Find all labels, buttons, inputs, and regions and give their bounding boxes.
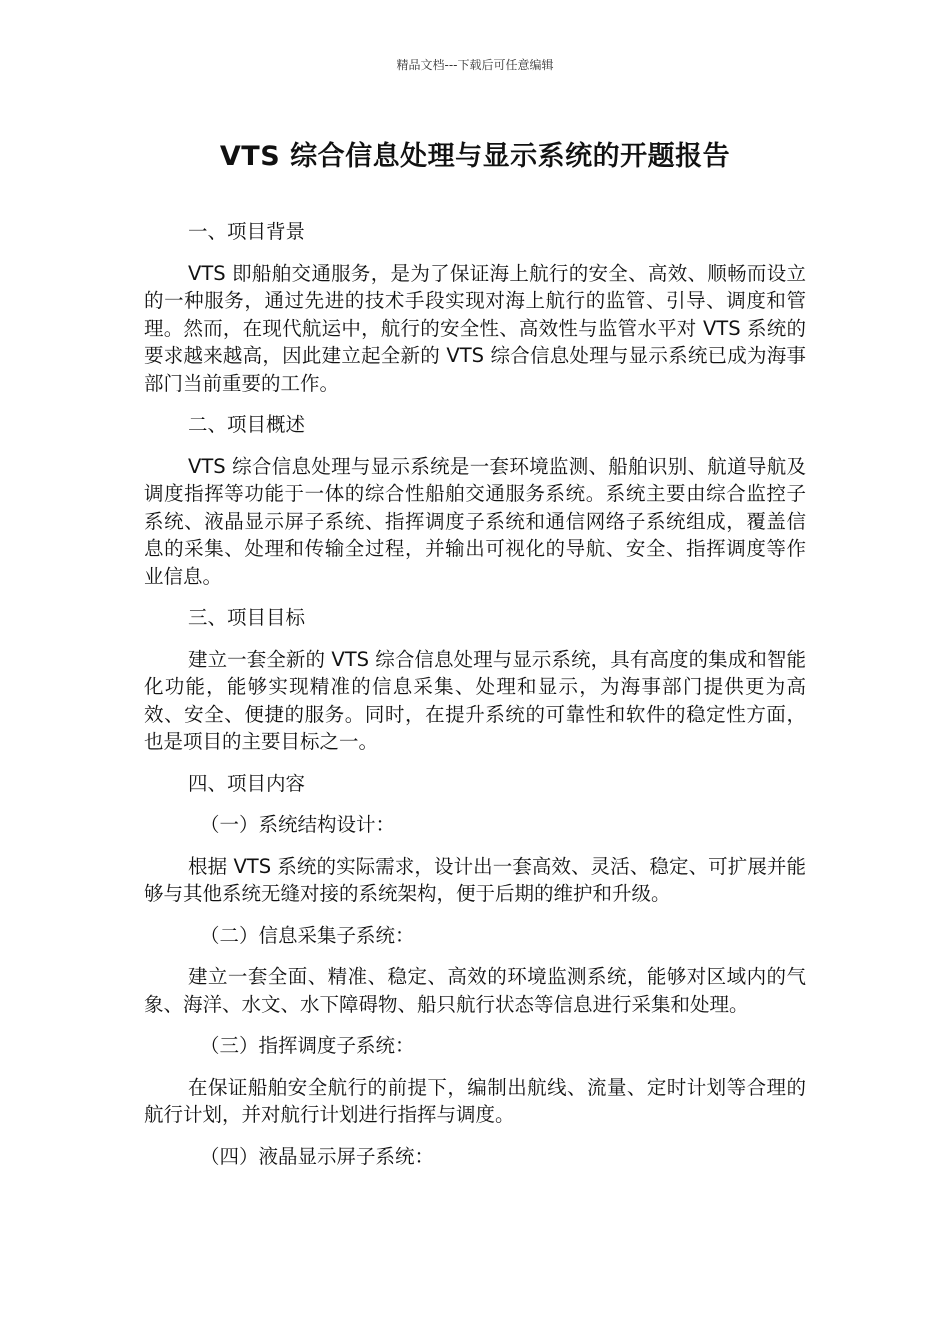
section-heading-background: 一、项目背景 <box>188 220 306 243</box>
document-body <box>144 218 806 1184</box>
subsection-paragraph-architecture: 根据 VTS 系统的实际需求，设计出一套高效、灵活、稳定、可扩展并能够与其他系统无缝对接的系统架构，便于后期的维护和升级。 <box>144 854 806 905</box>
document-title: VTS 综合信息处理与显示系统的开题报告 <box>219 141 731 172</box>
subsection-heading-display: （四）液晶显示屏子系统： <box>200 1144 435 1168</box>
header-note: 精品文档---下载后可任意编辑 <box>396 58 554 72</box>
subsection-heading-data-collection: （二）信息采集子系统： <box>200 923 415 947</box>
section-heading-overview: 二、项目概述 <box>188 413 306 436</box>
section-paragraph-goals: 建立一套全新的 VTS 综合信息处理与显示系统，具有高度的集成和智能化功能，能够实现精准的信息采集、处理和显示，为海事部门提供更为高效、安全、便捷的服务。同时，在提升系统的可靠性和软件的稳定性方面，也是项目的主要目标之一。 <box>144 647 806 753</box>
subsection-paragraph-dispatch: 在保证船舶安全航行的前提下，编制出航线、流量、定时计划等合理的航行计划，并对航行计划进行指挥与调度。 <box>144 1075 806 1126</box>
subsection-heading-architecture: （一）系统结构设计： <box>200 813 396 836</box>
section-paragraph-background: VTS 即船舶交通服务，是为了保证海上航行的安全、高效、顺畅而设立的一种服务，通过先进的技术手段实现对海上航行的监管、引导、调度和管理。然而，在现代航运中，航行的安全性、高效性与监管水平对 VTS 系统的要求越来越高，因此建立起全新的 VTS 综合信息处理与显示系统已成为海事部门当前重要的工作。 <box>144 261 806 395</box>
subsection-paragraph-data-collection: 建立一套全面、精准、稳定、高效的环境监测系统，能够对区域内的气象、海洋、水文、水下障碍物、船只航行状态等信息进行采集和处理。 <box>144 965 806 1016</box>
section-paragraph-overview: VTS 综合信息处理与显示系统是一套环境监测、船舶识别、航道导航及调度指挥等功能于一体的综合性船舶交通服务系统。系统主要由综合监控子系统、液晶显示屏子系统、指挥调度子系统和通信网络子系统组成，覆盖信息的采集、处理和传输全过程，并输出可视化的导航、安全、指挥调度等作业信息。 <box>144 454 806 588</box>
subsection-heading-dispatch: （三）指挥调度子系统： <box>200 1034 415 1057</box>
section-heading-content: 四、项目内容 <box>188 771 306 795</box>
section-heading-goals: 三、项目目标 <box>188 606 306 629</box>
